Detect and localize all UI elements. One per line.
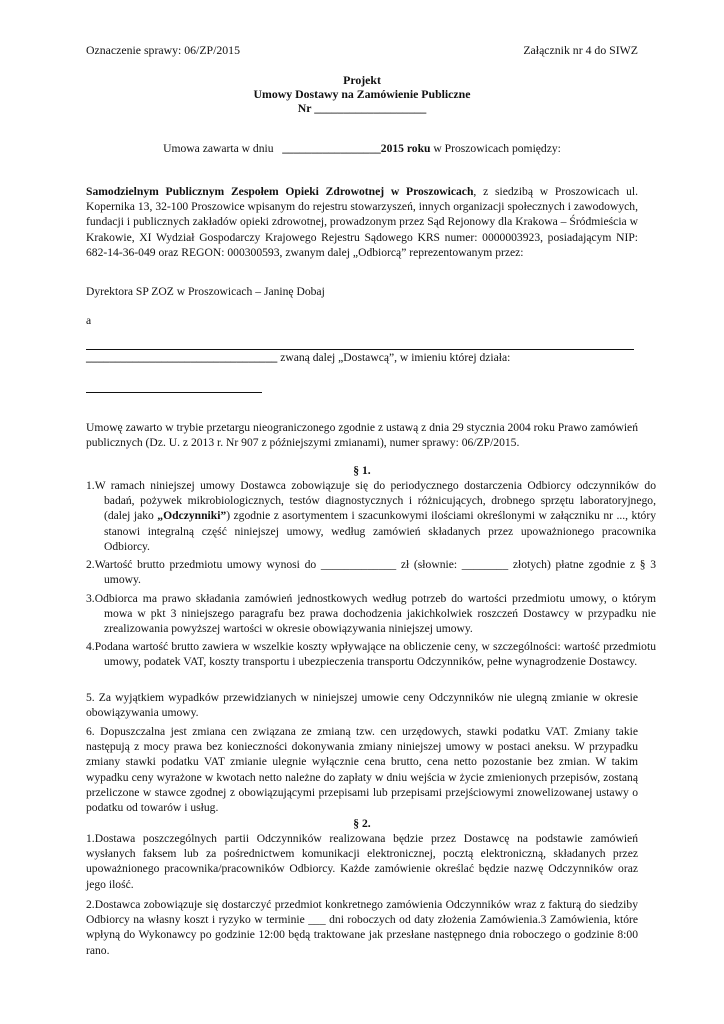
section1-heading: § 1. — [353, 464, 371, 477]
section1-point1: 1.W ramach niniejszej umowy Dostawca zobowiązuje się do periodycznego dostarczenia Odbiorcy odczynników do badań, pożywek mikrobiologicznych, testów diagnostycznych i różnicujących, drobnego sprzętu laboratoryjnego, (dalej jako „Odczynniki”) zgodnie z asortymentem i szacunkowymi ilościami określonymi w załączniku nr ..., który stanowi integralną część niniejszej umowy, według zamówień składanych przez upoważnionego pracownika Odbiorcy. — [86, 479, 657, 553]
page-header — [86, 43, 638, 58]
section1-point2: 2.Wartość brutto przedmiotu umowy wynosi do _____________ zł (słownie: ________ złotych) płatne zgodnie z § 3 umowy. — [86, 558, 656, 587]
attachment-label: Załącznik nr 4 do SIWZ — [523, 43, 638, 57]
contract-intro: Umowa zawarta w dniu _________________2015 roku w Proszowicach pomiędzy: — [163, 142, 561, 155]
section1-point5: 5. Za wyjątkiem wypadków przewidzianych w niniejszej umowie ceny Odczynników nie ulegną zmianie w okresie obowiązywania umowy. — [86, 691, 638, 720]
section1-point3: 3.Odbiorca ma prawo składania zamówień jednostkowych według potrzeb do wartości przedmiotu umowy, o którym mowa w pkt 3 niniejszego paragrafu bez prawa dochodzenia jakichkolwiek roszczeń Dostawcy w przypadku nie zrealizowania powyższej wartości w okresie obowiązywania niniejszej umowy. — [86, 592, 656, 636]
title-line-3: Nr ___________________ — [297, 101, 427, 115]
conjunction-a: a — [86, 314, 92, 327]
contract-year: 2015 roku — [380, 142, 431, 155]
party1-paragraph — [86, 184, 638, 260]
party2-blank: _________________________________ — [86, 351, 278, 364]
section1-point6: 6. Dopuszczalna jest zmiana cen związana ze zmianą tzw. cen urzędowych, stawki podatku VAT. Zmiany takie następują z mocy prawa bez konieczności dokonywania zmiany niniejszej umowy w postaci aneksu. W przypadku zmiany stawki podatku VAT zmianie ulegnie wyłącznie cena brutto, cena netto pozostanie bez zmian. W takim wypadku ceny wyrażone w kwotach netto należne do zapłaty w dniu wejścia w życie zmienionych przepisów, zostaną przeliczone w stawce zgodnej z obowiązującymi przepisami lub przepisami przejściowymi znowelizowanej ustawy o podatku od towarów i usług. — [86, 725, 638, 815]
signatory-blank-line — [86, 392, 262, 393]
procedure-paragraph: Umowę zawarto w trybie przetargu nieograniczonego zgodnie z ustawą z dnia 29 stycznia 2004 roku Prawo zamówień publicznych (Dz. U. z 2013 r. Nr 907 z późniejszymi zmianami), numer sprawy: 06/ZP/2015. — [86, 421, 638, 450]
representative: Dyrektora SP ZOZ w Proszowicach – Janinę Dobaj — [86, 285, 325, 298]
party1-details: , z siedzibą w Proszowicach ul. Kopernika 13, 32-100 Proszowice wpisanym do rejestru stowarzyszeń, innych organizacji społecznych i zawodowych, fundacji i publicznych zakładów opieki zdrowotnej, prowadzonym przez Sąd Rejonowy dla Krakowa – Śródmieścia w Krakowie, XI Wydział Gospodarczy Krajowego Rejestru Sądowego KRS numer: 0000003923, posiadającym NIP: 682-14-36-049 oraz REGON: 000300593, zwanym dalej „Odbiorcą” reprezentowanym przez: — [86, 185, 639, 259]
section2-heading: § 2. — [353, 817, 371, 830]
section2-point2: 2.Dostawca zobowiązuje się dostarczyć przedmiot konkretnego zamówienia Odczynników wraz z fakturą do siedziby Odbiorcy na własny koszt i ryzyko w terminie ___ dni roboczych od daty złożenia Zamówienia.3 Zamówienia, które wpłyną do Wykonawcy po godzinie 12:00 będą traktowane jak przesłane następnego dnia roboczego o godzinie 8:00 rano. — [86, 898, 638, 957]
case-mark: Oznaczenie sprawy: 06/ZP/2015 — [86, 43, 240, 57]
date-blank: _________________ — [282, 142, 381, 155]
title-line-2: Umowy Dostawy na Zamówienie Publiczne — [253, 87, 471, 101]
title-line-1: Projekt — [343, 73, 381, 87]
party2-text: zwaną dalej „Dostawcą”, w imieniu której działa: — [277, 351, 511, 364]
reagents-term: „Odczynniki” — [157, 509, 227, 523]
party2-paragraph — [86, 350, 638, 365]
section2-point1: 1.Dostawa poszczególnych partii Odczynników realizowana będzie przez Dostawcę na podstawie zamówień wysłanych faksem lub za pośrednictwem komunikacji elektronicznej, pocztą elektroniczną, składanych przez upoważnionego pracownika/pracowników Odbiorcy. Każde zamówienie określać będzie nazwę Odczynników oraz jego ilość. — [86, 832, 638, 891]
party1-name: Samodzielnym Publicznym Zespołem Opieki Zdrowotnej w Proszowicach — [86, 185, 474, 198]
section1-point4: 4.Podana wartość brutto zawiera w wszelkie koszty wpływające na obliczenie ceny, w szczególności: wartość przedmiotu umowy, podatek VAT, koszty transportu i ubezpieczenia transportu Odczynników, pełne wynagrodzenie Dostawcy. — [86, 640, 656, 669]
document-title — [0, 73, 724, 115]
